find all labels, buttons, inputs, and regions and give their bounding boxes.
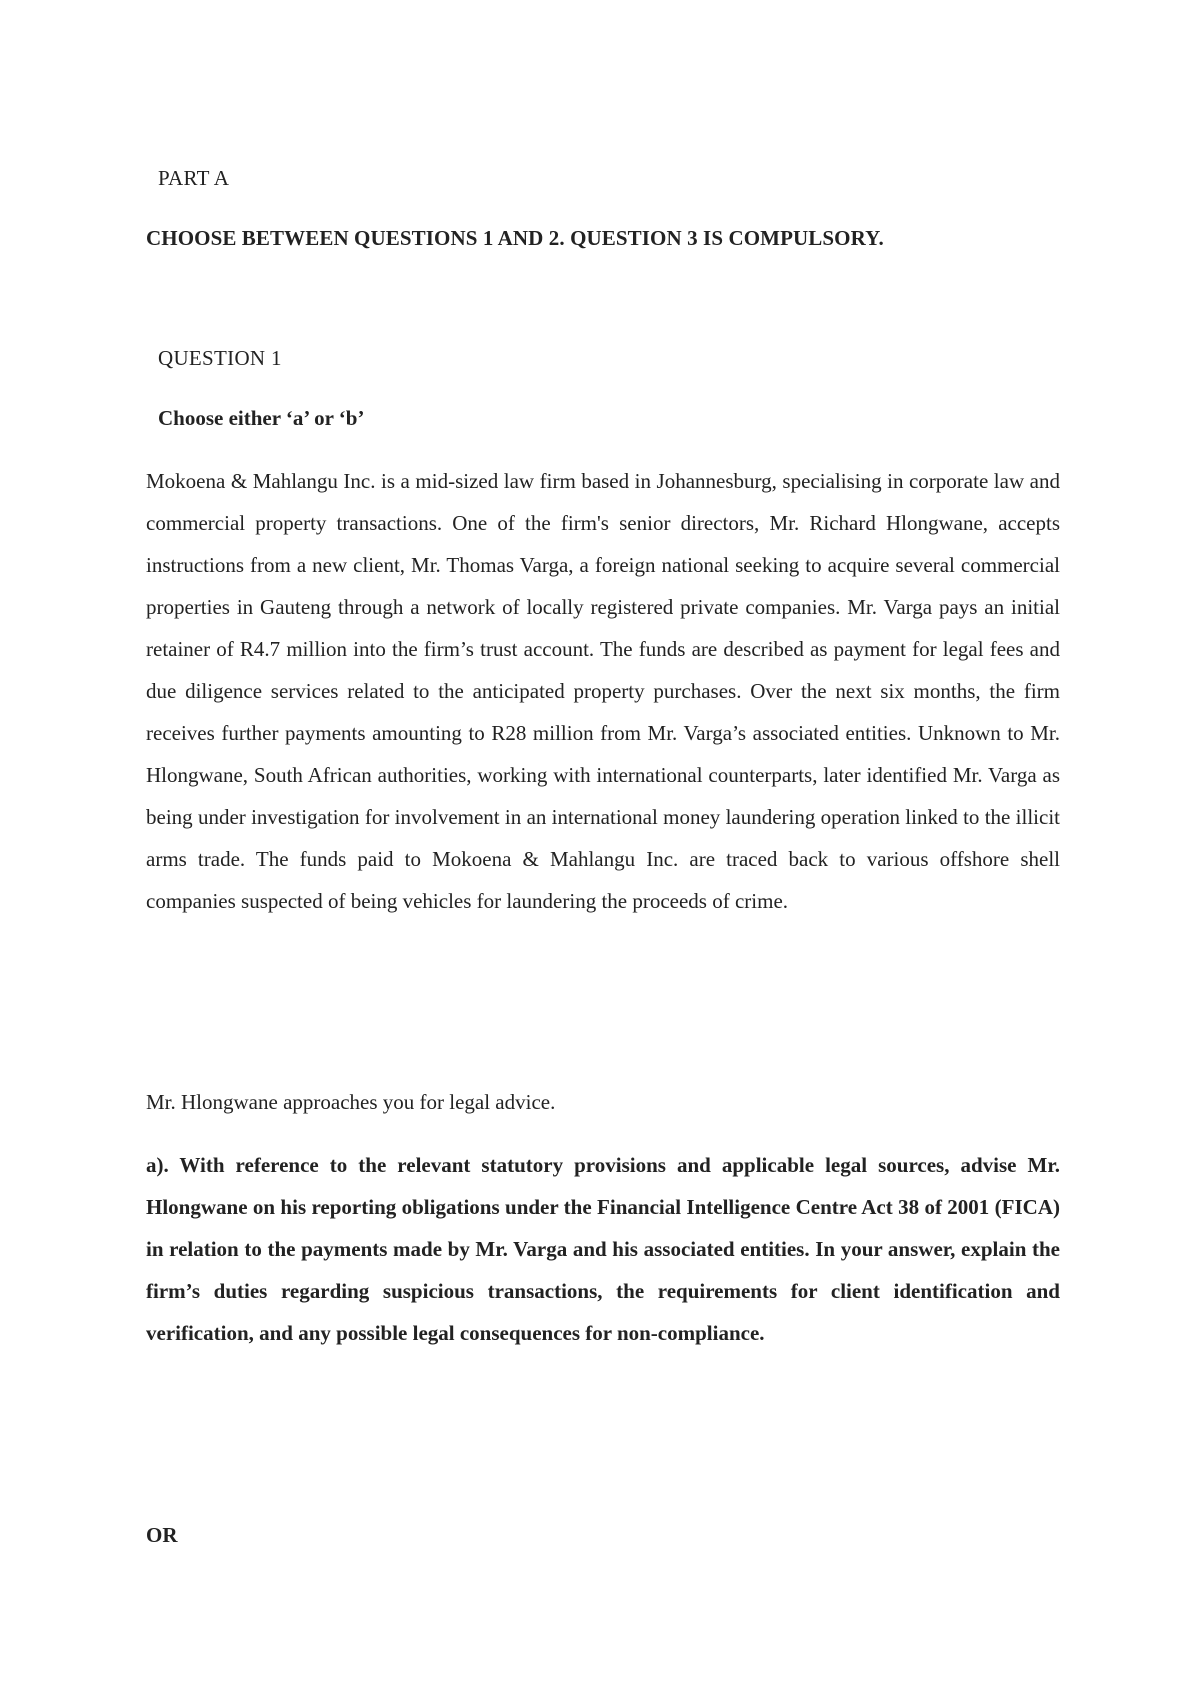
scenario-paragraph: Mokoena & Mahlangu Inc. is a mid-sized law firm based in Johannesburg, specialising in corporate law and commercial property transactions. One of the firm's senior directors, Mr. Richard Hlongwane, accepts instructions from a new client, Mr. Thomas Varga, a foreign national seeking to acquire several commercial properties in Gauteng through a network of locally registered private companies. Mr. Varga pays an initial retainer of R4.7 million into the firm’s trust account. The funds are described as payment for legal fees and due diligence services related to the anticipated property purchases. Over the next six months, the firm receives further payments amounting to R28 million from Mr. Varga’s associated entities. Unknown to Mr. Hlongwane, South African authorities, working with international counterparts, later identified Mr. Varga as being under investigation for involvement in an international money laundering operation linked to the illicit arms trade. The funds paid to Mokoena & Mahlangu Inc. are traced back to various offshore shell companies suspected of being vehicles for laundering the proceeds of crime.: [146, 469, 1060, 913]
instruction-line: CHOOSE BETWEEN QUESTIONS 1 AND 2. QUESTION 3 IS COMPULSORY.: [146, 226, 884, 250]
question-a-paragraph: a). With reference to the relevant statutory provisions and applicable legal sources, advise Mr. Hlongwane on his reporting obligations under the Financial Intelligence Centre Act 38 of 2001 (FICA) in relation to the payments made by Mr. Varga and his associated entities. In your answer, explain the firm’s duties regarding suspicious transactions, the requirements for client identification and verification, and any possible legal consequences for non-compliance.: [146, 1153, 1060, 1345]
or-separator: OR: [146, 1523, 178, 1547]
part-heading: PART A: [158, 166, 230, 190]
choose-instruction: Choose either ‘a’ or ‘b’: [158, 406, 365, 430]
question-title: QUESTION 1: [158, 346, 282, 370]
advice-request-paragraph: Mr. Hlongwane approaches you for legal advice.: [146, 1090, 556, 1114]
